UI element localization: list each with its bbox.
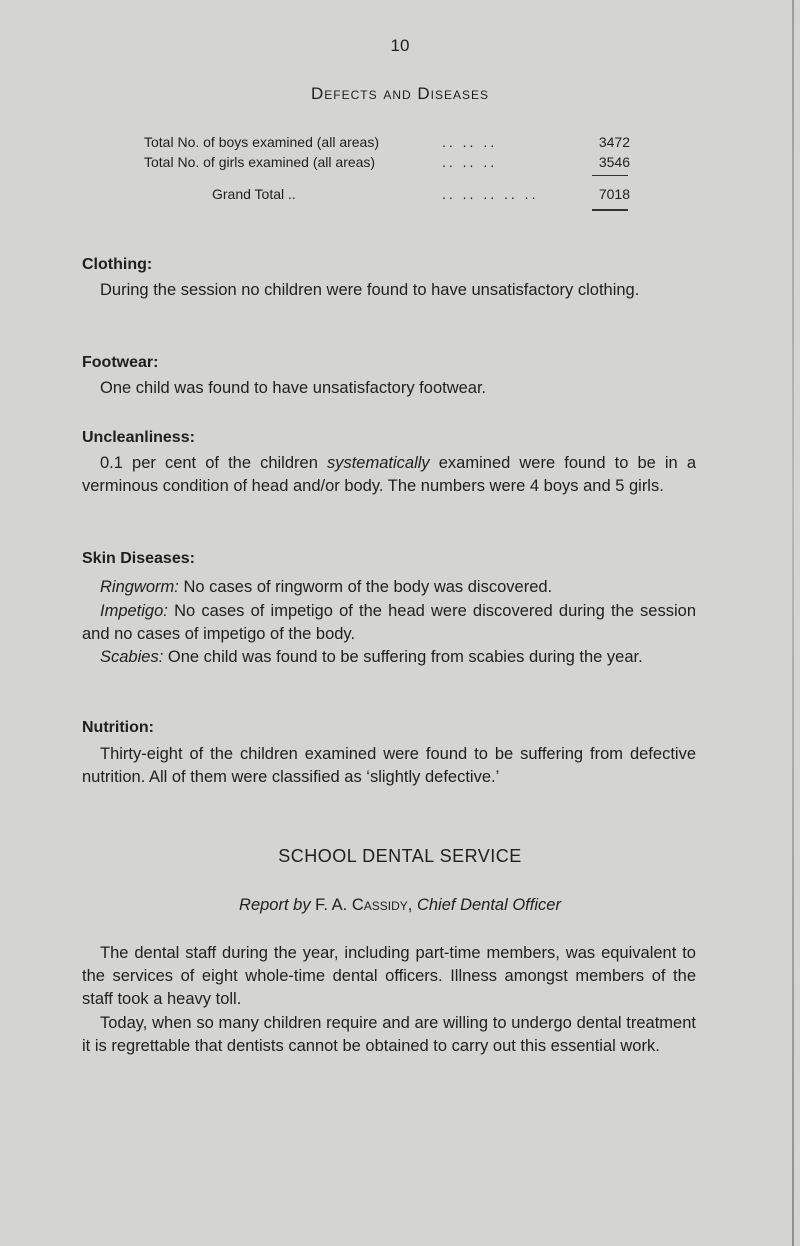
uncleanliness-text-a: 0.1 per cent of the children: [100, 454, 327, 472]
dental-paragraph: [82, 1012, 696, 1058]
section-title: Defects and Diseases: [310, 84, 490, 103]
footwear-text: One child was found to have unsatisfactory footwear.: [100, 379, 487, 397]
impetigo-paragraph: [82, 600, 696, 646]
grand-total-row: [144, 184, 630, 204]
dental-paragraph: [82, 942, 696, 1011]
tally-value: 3546: [598, 154, 630, 170]
scabies-paragraph: [82, 646, 696, 669]
tally-leader: .. .. ..: [442, 154, 498, 170]
grand-total: [144, 184, 630, 204]
impetigo-text: No cases of impetigo of the head were discovered during the session and no cases of impetigo of the body.: [82, 602, 696, 643]
total-rule: [592, 209, 628, 211]
uncleanliness-paragraph: [82, 452, 696, 498]
report-role: Chief Dental Officer: [416, 896, 561, 914]
tally-label: Total No. of girls examined (all areas): [144, 154, 376, 170]
page-number: 10: [390, 36, 410, 55]
tally-value: 3472: [598, 134, 630, 150]
subtotal-rule: [592, 175, 628, 176]
tally-row: [144, 132, 630, 152]
uncleanliness-emphasis: systematically: [326, 454, 430, 472]
scabies-term: Scabies:: [100, 648, 164, 666]
report-author: F. A. Cassidy,: [315, 896, 413, 914]
clothing-heading: Clothing:: [82, 256, 153, 273]
impetigo-term: Impetigo:: [100, 602, 168, 620]
report-by: Report by: [239, 896, 311, 914]
clothing-text: During the session no children were found to have unsatisfactory clothing.: [100, 281, 640, 299]
tally-label: Total No. of boys examined (all areas): [144, 134, 379, 150]
grand-total-label: Grand Total ..: [212, 186, 296, 202]
footwear-paragraph: [82, 377, 696, 400]
tally-row: [144, 152, 630, 172]
scabies-text: One child was found to be suffering from scabies during the year.: [167, 648, 643, 666]
grand-total-leader: .. .. .. .. ..: [442, 186, 539, 202]
ringworm-text: No cases of ringworm of the body was discovered.: [183, 578, 553, 596]
ringworm-term: Ringworm:: [100, 578, 179, 596]
grand-total-value: 7018: [598, 186, 630, 202]
page-edge: [792, 0, 794, 1246]
nutrition-heading: Nutrition:: [82, 719, 154, 736]
nutrition-text: Thirty-eight of the children examined were found to be suffering from defective nutrition. All of them were classified as ‘slightly defective.’: [82, 745, 696, 786]
dental-text: Today, when so many children require and are willing to undergo dental treatment it is regrettable that dentists cannot be obtained to carry out this essential work.: [82, 1014, 696, 1055]
dental-service-title: SCHOOL DENTAL SERVICE: [278, 846, 522, 866]
uncleanliness-text-b: examined were found to be in a verminous condition of head and/or body. The numbers were 4 boys and 5 girls.: [82, 454, 696, 495]
tally-leader: .. .. ..: [442, 134, 498, 150]
examined-tally: [144, 132, 630, 172]
ringworm-paragraph: [82, 576, 696, 599]
dental-text: The dental staff during the year, including part-time members, was equivalent to the services of eight whole-time dental officers. Illness amongst members of the staff took a heavy toll.: [82, 944, 696, 1008]
footwear-heading: Footwear:: [82, 354, 159, 371]
skin-diseases-heading: Skin Diseases:: [82, 550, 195, 567]
nutrition-paragraph: [82, 743, 696, 789]
uncleanliness-heading: Uncleanliness:: [82, 429, 195, 446]
clothing-paragraph: [82, 279, 696, 302]
report-byline: [0, 896, 800, 915]
